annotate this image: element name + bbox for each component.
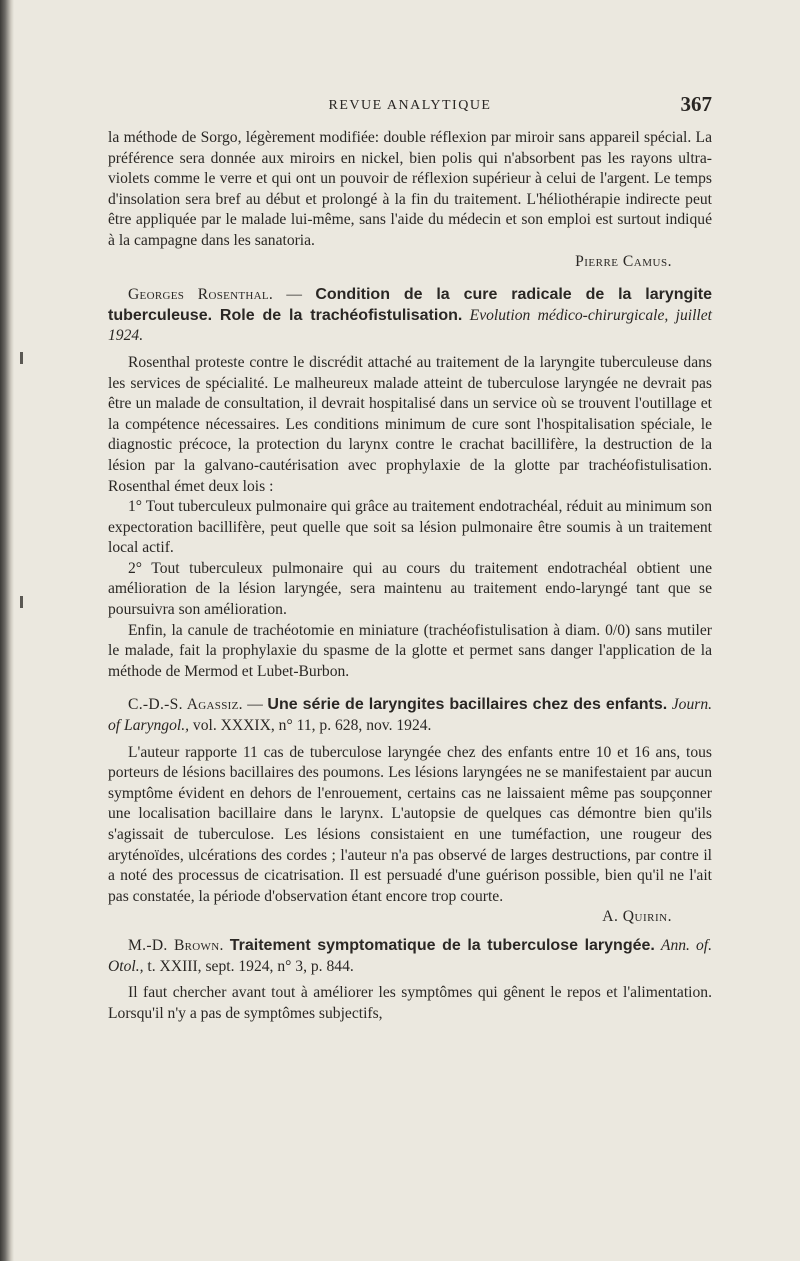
margin-mark	[20, 352, 23, 364]
page-binding-edge	[0, 0, 14, 1261]
article-paragraph: Il faut chercher avant tout à améliorer les symptômes qui gênent le repos et l'alimentation. Lorsqu'il n'y a pas de symptômes subjectifs,	[108, 984, 712, 1022]
dash: —	[242, 696, 268, 714]
running-head: REVUE ANALYTIQUE	[328, 98, 492, 113]
margin-mark	[20, 596, 23, 608]
article-citation: t. XXIII, sept. 1924, n° 3, p. 844.	[143, 957, 354, 975]
signature: A. Quirin.	[602, 908, 672, 926]
article-journal: Journ. of Laryngol.,	[108, 696, 713, 735]
article-heading	[108, 936, 712, 977]
article-paragraph: Rosenthal proteste contre le discrédit attaché au traitement de la laryngite tuberculeuse dans les services de spécialité. Le malheureux malade atteint de tuberculose laryngée ne devrait pas être un malade de consultation, il devrait hospitalisé dans un service où se trouvent l'outillage et la compétence nécessaires. Les conditions minimum de cure sont l'hospitalisation spéciale, le diagnostic précoce, la protection du larynx contre le crachat bacillifère, la destruction de la lésion par la galvano-cautérisation avec prophylaxie de la glotte par trachéofistulisation. Rosenthal émet deux lois :	[108, 353, 712, 495]
article-title: Traitement symptomatique de la tuberculose laryngée.	[229, 936, 655, 954]
article-paragraph: L'auteur rapporte 11 cas de tuberculose laryngée chez des enfants entre 10 et 16 ans, tous porteurs de lésions bacillaires des poumons. Les lésions laryngées ne se manifestaient par aucun symptôme évident en dehors de l'enrouement, certains cas ne laissaient même pas soupçonner une localisation bacillaire dans le larynx. L'autopsie de quelques cas démontre bien qu'ils s'agissait de tuberculose. Les lésions consistaient en une tuméfaction, une rougeur des aryténoïdes, ulcérations des cordes ; l'auteur n'a pas observé de larges destructions, par contre il a noté des processus de cicatrisation. Il est persuadé d'une guérison possible, bien qu'il ne l'ait pas constatée, la période d'observation étant encore trop courte.	[108, 743, 712, 905]
article-author: Georges Rosenthal.	[128, 286, 274, 304]
article-journal: Ann. of. Otol.,	[108, 936, 713, 975]
article-heading	[108, 695, 712, 736]
article-paragraph: 2° Tout tuberculeux pulmonaire qui au cours du traitement endotrachéal obtient une amélioration de la lésion laryngée, sera maintenu au traitement endo-laryngé tant que se poursuivra son amélioration.	[108, 559, 712, 619]
signature: Pierre Camus.	[575, 252, 672, 270]
article-title: Une série de laryngites bacillaires chez des enfants.	[267, 696, 668, 714]
page-number: 367	[680, 92, 712, 116]
article-title: Condition de la cure radicale de la laryngite tuberculeuse. Role de la trachéofistulisation.	[108, 286, 712, 324]
article-paragraph: 1° Tout tuberculeux pulmonaire qui grâce au traitement endotrachéal, réduit au minimum son expectoration bacillifère, peut quelle que soit sa lésion pulmonaire être soumis à un traitement local actif.	[108, 498, 712, 557]
article-citation: vol. XXXIX, n° 11, p. 628, nov. 1924.	[189, 717, 432, 735]
page-header	[108, 92, 712, 116]
carryover-paragraph: la méthode de Sorgo, légèrement modifiée: double réflexion par miroir sans appareil spécial. La préférence sera donnée aux miroirs en nickel, bien polis qui n'absorbent pas les rayons ultra-violets comme le verre et qui ont un pouvoir de réflexion supérieur à celui de l'argent. Le temps d'insolation sera bref au début et prolongé à la fin du traitement. L'héliothérapie indirecte peut être appliquée par le malade lui-même, sans l'aide du médecin et son emploi est surtout indiqué à la campagne dans les sanatoria.	[108, 129, 712, 249]
article-paragraph: Enfin, la canule de trachéotomie en miniature (trachéofistulisation à diam. 0/0) sans mutiler le malade, fait la prophylaxie du spasme de la glotte et permet sans danger l'application de la méthode de Mermod et Lubet-Burbon.	[108, 621, 712, 680]
article-heading	[108, 285, 712, 347]
dash: —	[273, 286, 316, 304]
page-body	[108, 128, 712, 1024]
article-journal: Evolution médico-chirurgicale, juillet 1924.	[108, 306, 713, 345]
article-author: M.-D. Brown.	[128, 936, 224, 954]
article-author: C.-D.-S. Agassiz.	[128, 696, 243, 714]
